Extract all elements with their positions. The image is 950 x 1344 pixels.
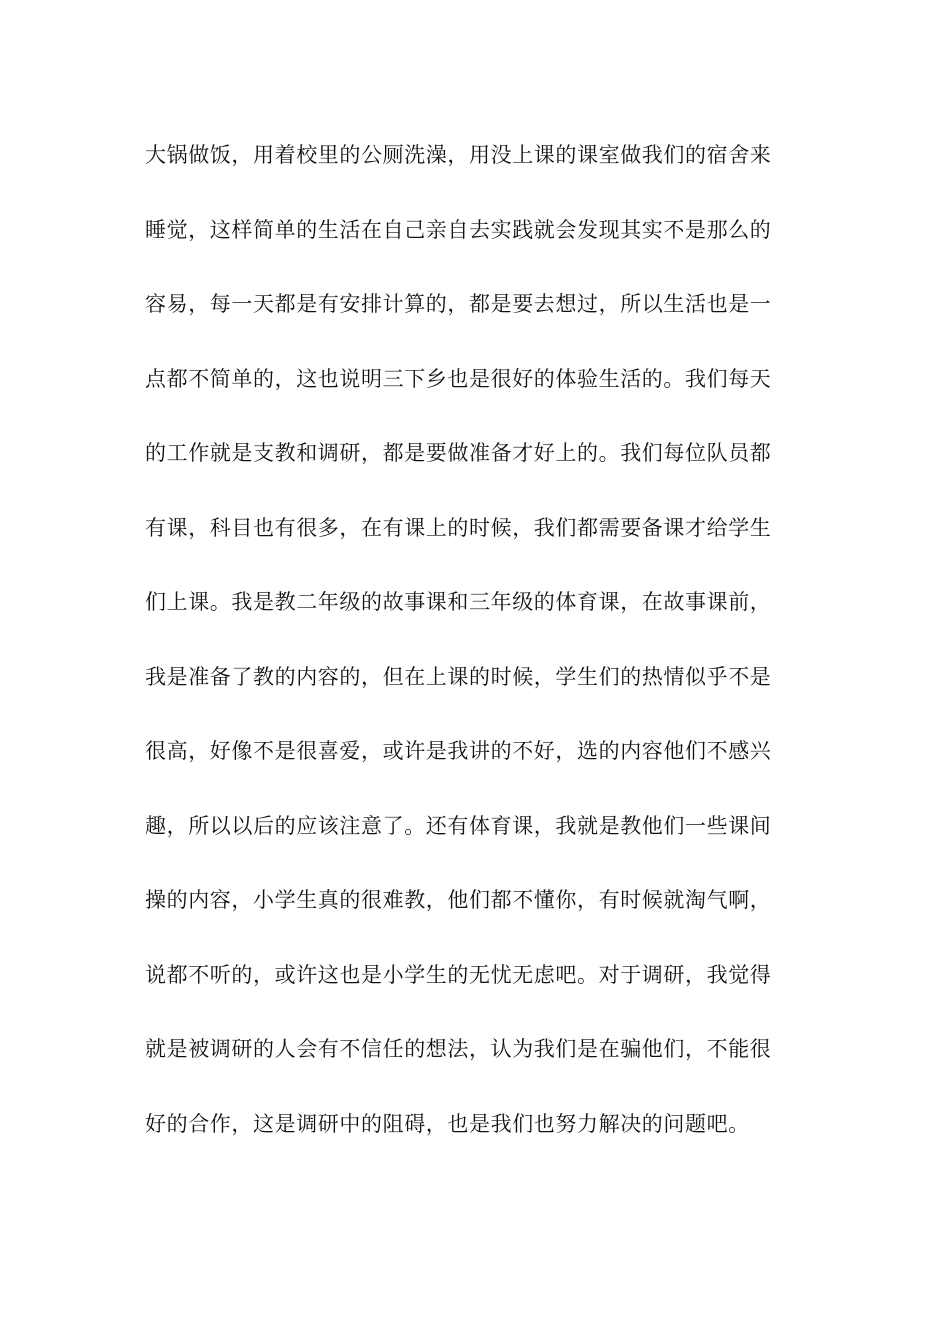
text-line-12: 说都不听的，或许这也是小学生的无忧无虑吧。对于调研，我觉得 [145,962,772,987]
paragraph [145,131,815,1174]
text-line-3: 容易，每一天都是有安排计算的，都是要去想过，所以生活也是一 [145,292,772,316]
text-line-2: 睡觉，这样简单的生活在自己亲自去实践就会发现其实不是那么的 [145,217,772,242]
text-line-11: 操的内容，小学生真的很难教，他们都不懂你，有时候就淘气啊， [145,888,772,912]
text-line-9: 很高，好像不是很喜爱，或许是我讲的不好，选的内容他们不感兴 [145,739,772,763]
text-line-7: 们上课。我是教二年级的故事课和三年级的体育课，在故事课前， [145,590,772,614]
text-line-4: 点都不简单的，这也说明三下乡也是很好的体验生活的。我们每天 [145,366,772,391]
text-line-14: 好的合作，这是调研中的阻碍，也是我们也努力解决的问题吧。 [145,1111,750,1136]
text-line-6: 有课，科目也有很多，在有课上的时候，我们都需要备课才给学生 [145,515,772,540]
text-line-13: 就是被调研的人会有不信任的想法，认为我们是在骗他们，不能很 [145,1037,772,1061]
text-line-5: 的工作就是支教和调研，都是要做准备才好上的。我们每位队员都 [145,441,772,465]
text-line-10: 趣，所以以后的应该注意了。还有体育课，我就是教他们一些课间 [145,813,772,838]
text-line-1: 大锅做饭，用着校里的公厕洗澡，用没上课的课室做我们的宿舍来 [145,143,772,167]
text-line-8: 我是准备了教的内容的，但在上课的时候，学生们的热情似乎不是 [145,664,772,689]
